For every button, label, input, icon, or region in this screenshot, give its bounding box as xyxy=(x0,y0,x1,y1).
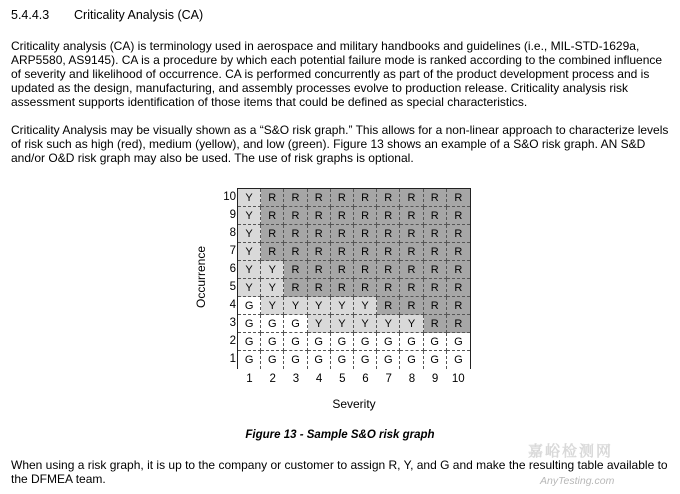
risk-cell-o4-s5: Y xyxy=(331,297,354,315)
x-tick-2: 2 xyxy=(269,373,276,385)
x-tick-9: 9 xyxy=(431,373,439,385)
risk-cell-o8-s7: R xyxy=(377,225,400,243)
paragraph-risk-graph: Criticality Analysis may be visually shown as a “S&O risk graph.” This allows for a non-linear approach to characterize levels of risk such as high (red), medium (yellow), and low (green). Figure 13 shows an example of a S&O risk graph. AN S&D and/or O&D risk graph may also be used. The use of risk graphs is optional. xyxy=(11,123,669,166)
paragraph-ca-definition: Criticality analysis (CA) is terminology used in aerospace and military handbooks and guidelines (i.e., MIL-STD-1629a, ARP5580, AS9145). CA is a procedure by which each potential failure mode is ranked according to the combined influence of severity and likelihood of occurrence. CA is performed concurrently as part of the product development process and is updated as the design, manufacturing, and assembly processes evolve to production release. Criticality analysis risk assessment supports identification of those items that could be defined as special characteristics. xyxy=(11,39,663,110)
risk-cell-o7-s1: Y xyxy=(238,243,261,261)
risk-cell-o10-s7: R xyxy=(377,189,400,207)
watermark-cn: 嘉峪检测网 xyxy=(528,443,614,460)
risk-cell-o8-s2: R xyxy=(261,225,284,243)
risk-cell-o10-s2: R xyxy=(261,189,284,207)
risk-cell-o6-s3: R xyxy=(284,261,307,279)
section-heading xyxy=(11,8,203,22)
figure-caption: Figure 13 - Sample S&O risk graph xyxy=(245,429,435,441)
risk-cell-o6-s1: Y xyxy=(238,261,261,279)
y-tick-3: 3 xyxy=(229,317,236,329)
y-tick-9: 9 xyxy=(229,209,236,221)
risk-cell-o10-s1: Y xyxy=(238,189,261,207)
risk-cell-o9-s3: R xyxy=(284,207,307,225)
x-tick-5: 5 xyxy=(339,373,346,385)
x-tick-1: 1 xyxy=(246,373,253,385)
risk-cell-o10-s8: R xyxy=(400,189,423,207)
risk-cell-o6-s6: R xyxy=(354,261,377,279)
risk-cell-o8-s6: R xyxy=(354,225,377,243)
risk-cell-o4-s3: Y xyxy=(284,297,307,315)
risk-cell-o3-s6: Y xyxy=(354,315,377,333)
risk-cell-o3-s8: Y xyxy=(400,315,423,333)
risk-graph-grid xyxy=(237,188,471,369)
risk-cell-o3-s7: Y xyxy=(377,315,400,333)
x-tick-7: 7 xyxy=(385,373,392,385)
risk-cell-o8-s10: R xyxy=(447,225,470,243)
risk-cell-o9-s6: R xyxy=(354,207,377,225)
risk-cell-o3-s1: G xyxy=(238,315,261,333)
risk-cell-o7-s9: R xyxy=(424,243,447,261)
y-tick-8: 8 xyxy=(229,227,236,239)
risk-cell-o2-s7: G xyxy=(377,333,400,351)
risk-cell-o10-s6: R xyxy=(354,189,377,207)
risk-cell-o4-s6: Y xyxy=(354,297,377,315)
risk-cell-o6-s5: R xyxy=(331,261,354,279)
risk-cell-o1-s2: G xyxy=(261,351,284,369)
risk-cell-o7-s2: R xyxy=(261,243,284,261)
risk-cell-o7-s8: R xyxy=(400,243,423,261)
risk-cell-o8-s3: R xyxy=(284,225,307,243)
risk-cell-o9-s10: R xyxy=(447,207,470,225)
risk-cell-o5-s2: Y xyxy=(261,279,284,297)
risk-cell-o10-s5: R xyxy=(331,189,354,207)
risk-cell-o10-s3: R xyxy=(284,189,307,207)
y-tick-4: 4 xyxy=(229,299,236,311)
risk-cell-o7-s3: R xyxy=(284,243,307,261)
section-number: 5.4.4.3 xyxy=(11,8,50,22)
risk-cell-o6-s10: R xyxy=(447,261,470,279)
risk-cell-o5-s10: R xyxy=(447,279,470,297)
risk-cell-o6-s4: R xyxy=(308,261,331,279)
risk-cell-o1-s4: G xyxy=(308,351,331,369)
risk-cell-o3-s3: G xyxy=(284,315,307,333)
risk-cell-o5-s7: R xyxy=(377,279,400,297)
risk-cell-o1-s3: G xyxy=(284,351,307,369)
risk-cell-o4-s9: R xyxy=(424,297,447,315)
y-tick-2: 2 xyxy=(229,335,236,347)
risk-cell-o8-s5: R xyxy=(331,225,354,243)
risk-cell-o2-s6: G xyxy=(354,333,377,351)
risk-cell-o1-s5: G xyxy=(331,351,354,369)
risk-cell-o2-s1: G xyxy=(238,333,261,351)
risk-cell-o5-s8: R xyxy=(400,279,423,297)
risk-cell-o4-s1: G xyxy=(238,297,261,315)
risk-cell-o4-s2: Y xyxy=(261,297,284,315)
x-tick-3: 3 xyxy=(292,373,300,385)
risk-cell-o2-s2: G xyxy=(261,333,284,351)
risk-cell-o3-s2: G xyxy=(261,315,284,333)
y-axis-label: Occurrence xyxy=(194,245,208,309)
x-tick-8: 8 xyxy=(408,373,416,385)
risk-cell-o4-s8: R xyxy=(400,297,423,315)
y-tick-6: 6 xyxy=(229,263,236,275)
risk-cell-o7-s4: R xyxy=(308,243,331,261)
risk-cell-o7-s6: R xyxy=(354,243,377,261)
risk-cell-o9-s1: Y xyxy=(238,207,261,225)
risk-cell-o6-s7: R xyxy=(377,261,400,279)
risk-cell-o3-s5: Y xyxy=(331,315,354,333)
risk-cell-o5-s4: R xyxy=(308,279,331,297)
y-tick-7: 7 xyxy=(229,245,236,257)
watermark-en: AnyTesting.com xyxy=(540,475,615,487)
paragraph-risk-assignment: When using a risk graph, it is up to the company or customer to assign R, Y, and G and make the resulting table available to the DFMEA team. xyxy=(11,458,668,487)
risk-cell-o10-s4: R xyxy=(308,189,331,207)
risk-cell-o9-s5: R xyxy=(331,207,354,225)
risk-cell-o2-s8: G xyxy=(400,333,423,351)
risk-cell-o8-s8: R xyxy=(400,225,423,243)
risk-cell-o7-s10: R xyxy=(447,243,470,261)
risk-cell-o9-s4: R xyxy=(308,207,331,225)
x-tick-4: 4 xyxy=(315,373,323,385)
risk-cell-o5-s6: R xyxy=(354,279,377,297)
risk-cell-o5-s5: R xyxy=(331,279,354,297)
risk-cell-o9-s2: R xyxy=(261,207,284,225)
risk-cell-o1-s9: G xyxy=(424,351,447,369)
risk-cell-o2-s9: G xyxy=(424,333,447,351)
risk-cell-o3-s10: R xyxy=(447,315,470,333)
risk-cell-o5-s1: Y xyxy=(238,279,261,297)
risk-cell-o4-s7: R xyxy=(377,297,400,315)
risk-cell-o2-s10: G xyxy=(447,333,470,351)
risk-cell-o6-s8: R xyxy=(400,261,423,279)
risk-cell-o9-s8: R xyxy=(400,207,423,225)
y-tick-1: 1 xyxy=(229,353,236,365)
section-title: Criticality Analysis (CA) xyxy=(74,8,204,22)
risk-cell-o7-s5: R xyxy=(331,243,354,261)
risk-cell-o2-s3: G xyxy=(284,333,307,351)
risk-cell-o10-s9: R xyxy=(424,189,447,207)
risk-cell-o4-s4: Y xyxy=(308,297,331,315)
risk-cell-o3-s9: R xyxy=(424,315,447,333)
risk-cell-o9-s9: R xyxy=(424,207,447,225)
y-tick-5: 5 xyxy=(229,281,236,293)
risk-cell-o1-s8: G xyxy=(400,351,423,369)
risk-cell-o4-s10: R xyxy=(447,297,470,315)
risk-cell-o5-s3: R xyxy=(284,279,307,297)
risk-cell-o10-s10: R xyxy=(447,189,470,207)
x-tick-10: 10 xyxy=(451,373,465,385)
risk-cell-o2-s4: G xyxy=(308,333,331,351)
y-tick-10: 10 xyxy=(223,191,236,203)
risk-cell-o7-s7: R xyxy=(377,243,400,261)
risk-cell-o8-s9: R xyxy=(424,225,447,243)
risk-cell-o1-s6: G xyxy=(354,351,377,369)
x-tick-6: 6 xyxy=(362,373,369,385)
risk-cell-o6-s9: R xyxy=(424,261,447,279)
risk-cell-o2-s5: G xyxy=(331,333,354,351)
risk-cell-o8-s4: R xyxy=(308,225,331,243)
risk-cell-o1-s1: G xyxy=(238,351,261,369)
risk-cell-o1-s10: G xyxy=(447,351,470,369)
risk-cell-o3-s4: Y xyxy=(308,315,331,333)
x-axis-label: Severity xyxy=(332,397,376,411)
risk-cell-o5-s9: R xyxy=(424,279,447,297)
risk-cell-o8-s1: Y xyxy=(238,225,261,243)
risk-cell-o9-s7: R xyxy=(377,207,400,225)
risk-cell-o1-s7: G xyxy=(377,351,400,369)
risk-cell-o6-s2: Y xyxy=(261,261,284,279)
